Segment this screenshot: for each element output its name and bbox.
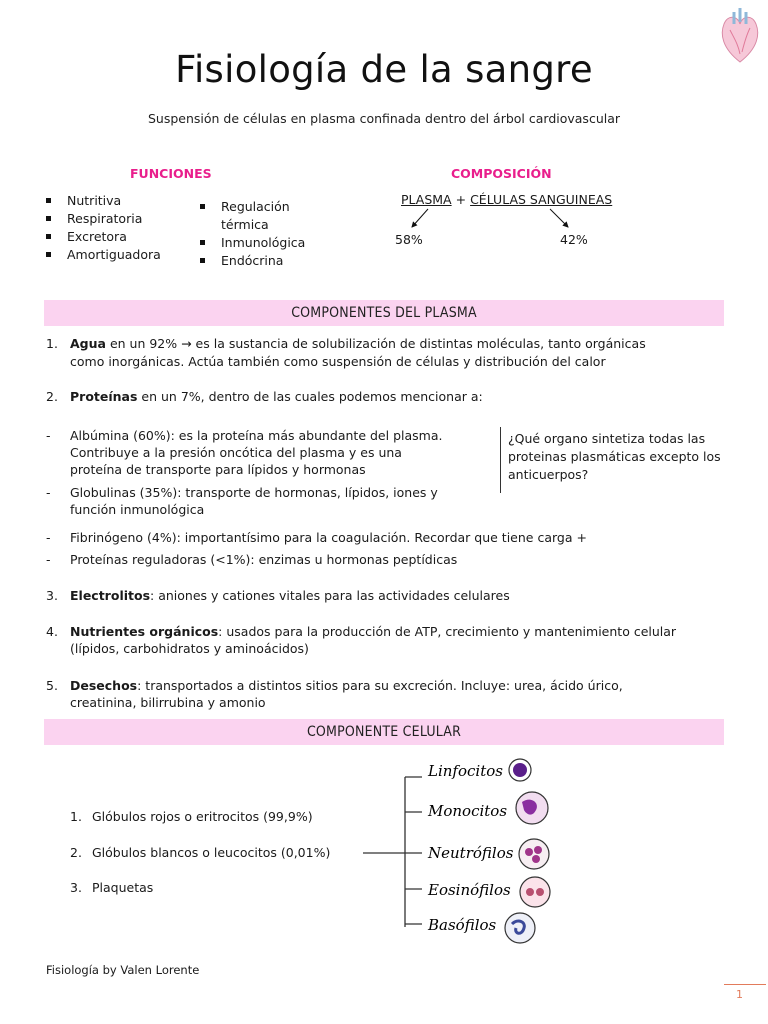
note-divider <box>500 427 501 493</box>
page-title: Fisiología de la sangre <box>175 48 593 91</box>
page-subtitle: Suspensión de células en plasma confinada dentro del árbol cardiovascular <box>147 111 621 126</box>
neutrofilo-lobe <box>534 846 542 854</box>
item-proteinas: Proteínas en un 7%, dentro de las cuales podemos mencionar a: <box>70 389 483 404</box>
item-agua-line2: como inorgánicas. Actúa también como suspensión de células y distribución del calor <box>70 354 606 369</box>
list-item: Amortiguadora <box>46 246 161 264</box>
page-number-rule <box>724 984 766 985</box>
globulos-blancos: Glóbulos blancos o leucocitos (0,01%) <box>92 845 331 860</box>
item-desechos: Desechos: transportados a distintos sitios para su excreción. Incluye: urea, ácido úrico, <box>70 678 623 693</box>
item-number: 2. <box>70 845 82 860</box>
list-item: Inmunológica <box>200 234 305 252</box>
item-electrolitos: Electrolitos: aniones y cationes vitales para las actividades celulares <box>70 588 510 603</box>
dash-bullet: - <box>46 552 51 567</box>
item-nutrientes: Nutrientes orgánicos: usados para la producción de ATP, crecimiento y mantenimiento celular <box>70 624 677 639</box>
item-number: 3. <box>70 880 82 895</box>
plasma-components-list <box>0 335 768 715</box>
basofilo-cell-icon <box>505 913 535 943</box>
label-neutrofilos: Neutrófilos <box>428 844 514 862</box>
footer-author: Fisiología by Valen Lorente <box>46 963 200 977</box>
eosinofilo-cell-icon <box>520 877 550 907</box>
label-basofilos: Basófilos <box>428 916 497 934</box>
arrow-celulas <box>550 209 568 227</box>
item-number: 1. <box>46 336 58 351</box>
plaquetas: Plaquetas <box>92 880 154 895</box>
eosinofilo-lobe <box>526 888 534 896</box>
item-number: 4. <box>46 624 58 639</box>
plasma-label: PLASMA <box>401 192 452 207</box>
neutrofilo-lobe <box>525 848 533 856</box>
item-number: 5. <box>46 678 58 693</box>
note-line: proteinas plasmáticas excepto los <box>508 449 721 464</box>
section-banner-cellular: COMPONENTE CELULAR <box>44 719 724 745</box>
albumina-line2: Contribuye a la presión oncótica del plasma y es una <box>70 445 402 460</box>
item-number: 1. <box>70 809 82 824</box>
list-item: Regulación <box>200 198 305 216</box>
globulinas-line1: Globulinas (35%): transporte de hormonas, lípidos, iones y <box>70 485 438 500</box>
celulas-label: CÉLULAS SANGUINEAS <box>470 192 613 207</box>
list-item: Respiratoria <box>46 210 161 228</box>
globulos-rojos: Glóbulos rojos o eritrocitos (99,9%) <box>92 809 313 824</box>
dash-bullet: - <box>46 530 51 545</box>
label-monocitos: Monocitos <box>428 802 508 820</box>
leukocyte-diagram <box>360 752 570 952</box>
item-number: 2. <box>46 389 58 404</box>
funciones-heading: FUNCIONES <box>130 166 212 181</box>
composicion-heading: COMPOSICIÓN <box>451 166 552 181</box>
funciones-col1 <box>46 192 161 264</box>
note-line: anticuerpos? <box>508 467 589 482</box>
item-agua: Agua en un 92% → es la sustancia de solubilización de distintas moléculas, tanto orgánicas <box>70 336 646 351</box>
list-item: Nutritiva <box>46 192 161 210</box>
dash-bullet: - <box>46 428 51 443</box>
funciones-col2 <box>200 198 305 270</box>
list-item-continuation: térmica <box>221 217 269 232</box>
item-number: 3. <box>46 588 58 603</box>
arrow-plasma <box>412 209 428 227</box>
note-line: ¿Qué organo sintetiza todas las <box>508 431 706 446</box>
section-banner-plasma: COMPONENTES DEL PLASMA <box>44 300 724 326</box>
linfocito-nucleus <box>513 763 527 777</box>
proteinas-reguladoras: Proteínas reguladoras (<1%): enzimas u hormonas peptídicas <box>70 552 458 567</box>
eosinofilo-lobe <box>536 888 544 896</box>
side-note <box>508 430 758 484</box>
item-desechos-line2: creatinina, bilirrubina y amonio <box>70 695 266 710</box>
label-linfocitos: Linfocitos <box>428 762 503 780</box>
globulinas-line2: función inmunológica <box>70 502 205 517</box>
page-number: 1 <box>736 988 743 1001</box>
dash-bullet: - <box>46 485 51 500</box>
label-eosinofilos: Eosinófilos <box>428 881 511 899</box>
item-nutrientes-line2: (lípidos, carbohidratos y aminoácidos) <box>70 641 309 656</box>
plus-sign: + <box>455 192 467 207</box>
albumina-line1: Albúmina (60%): es la proteína más abundante del plasma. <box>70 428 443 443</box>
neutrofilo-cell-icon <box>519 839 549 869</box>
neutrofilo-lobe <box>532 855 540 863</box>
plasma-percent: 58% <box>395 232 423 247</box>
fibrinogeno: Fibrinógeno (4%): importantísimo para la coagulación. Recordar que tiene carga + <box>70 530 587 545</box>
celulas-percent: 42% <box>560 232 588 247</box>
list-item: Excretora <box>46 228 161 246</box>
list-item: Endócrina <box>200 252 305 270</box>
albumina-line3: proteína de transporte para lípidos y hormonas <box>70 462 366 477</box>
cellular-components-list <box>0 808 400 898</box>
